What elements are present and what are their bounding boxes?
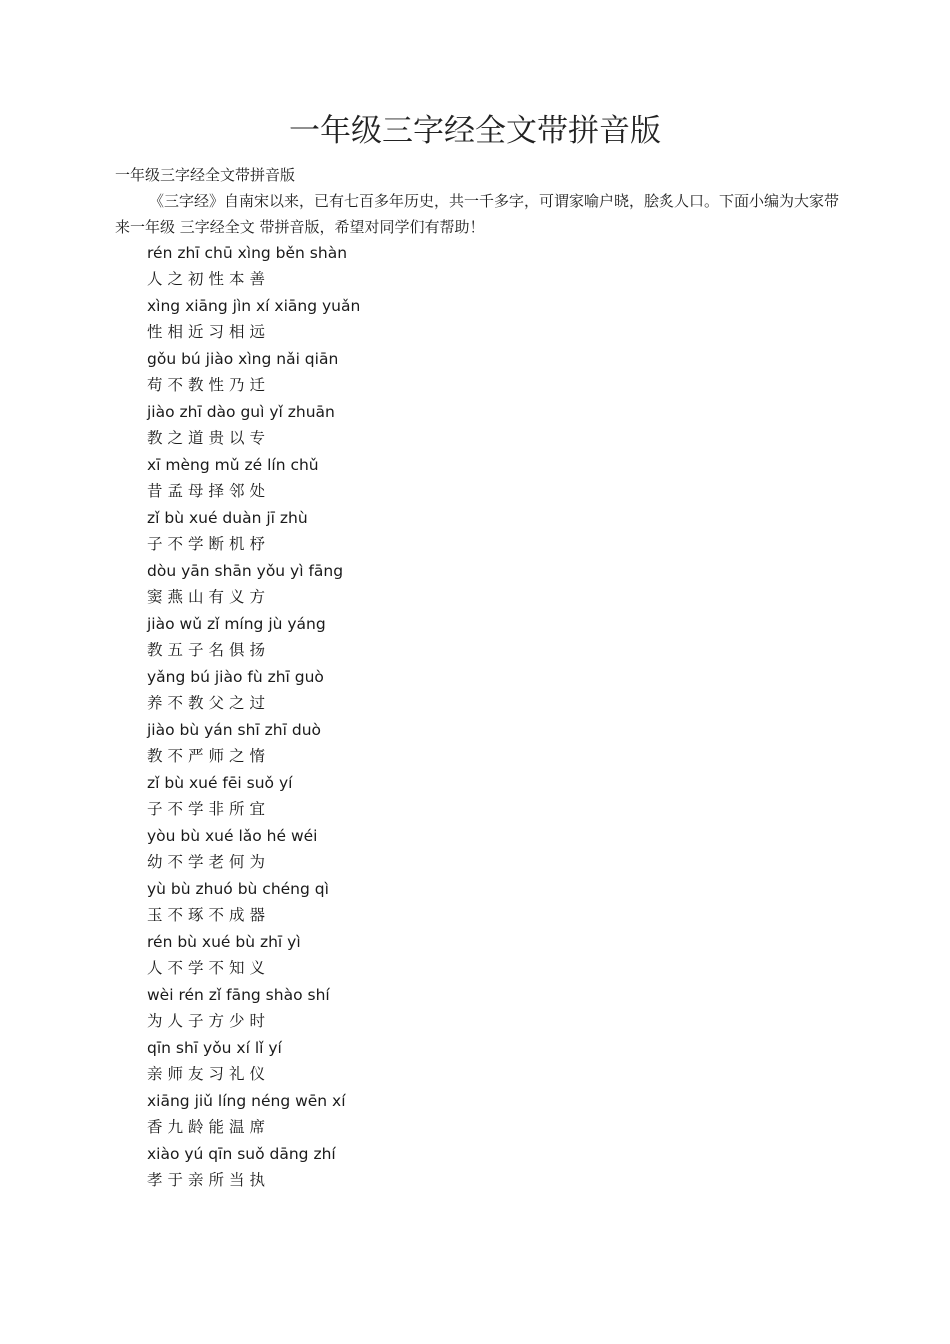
verse-pinyin: jiào bù yán shī zhī duò [147,721,322,739]
verse-hanzi: 人不学不知义 [147,959,271,977]
verse-hanzi: 教不严师之惰 [147,747,271,765]
verse-pinyin: yù bù zhuó bù chéng qì [147,880,329,898]
verse-item [147,1035,845,1088]
verse-pinyin: zǐ bù xué fēi suǒ yí [147,774,293,792]
verse-item [147,399,845,452]
verse-item [147,664,845,717]
verse-pinyin: xìng xiāng jìn xí xiāng yuǎn [147,297,361,315]
verse-pinyin: yǎng bú jiào fù zhī guò [147,668,324,686]
verse-pinyin: jiào zhī dào guì yǐ zhuān [147,403,335,421]
verse-item [147,770,845,823]
verse-hanzi: 为人子方少时 [147,1012,271,1030]
verse-item [147,929,845,982]
verse-pinyin: jiào wǔ zǐ míng jù yáng [147,615,326,633]
verse-hanzi: 子不学非所宜 [147,800,271,818]
verse-item [147,558,845,611]
verse-hanzi: 香九龄能温席 [147,1118,271,1136]
intro-paragraph: 《三字经》自南宋以来，已有七百多年历史，共一千多字，可谓家喻户晓，脍炙人口。下面小编为大家带来一年级 三字经全文 带拼音版，希望对同学们有帮助！ [115,192,840,236]
verse-pinyin: xī mèng mǔ zé lín chǔ [147,456,319,474]
verse-pinyin: dòu yān shān yǒu yì fāng [147,562,344,580]
verse-pinyin: qīn shī yǒu xí lǐ yí [147,1039,282,1057]
document-body [115,162,845,1194]
verse-hanzi: 窦燕山有义方 [147,588,271,606]
verse-item [147,452,845,505]
verse-hanzi: 性相近习相远 [147,323,271,341]
verse-hanzi: 教五子名俱扬 [147,641,271,659]
verse-item [147,982,845,1035]
verse-pinyin: wèi rén zǐ fāng shào shí [147,986,330,1004]
verse-hanzi: 孝于亲所当执 [147,1171,271,1189]
verse-hanzi: 人之初性本善 [147,270,271,288]
verse-pinyin: xiào yú qīn suǒ dāng zhí [147,1145,336,1163]
verse-hanzi: 幼不学老何为 [147,853,271,871]
verse-item [147,240,845,293]
verse-item [147,1088,845,1141]
verse-pinyin: zǐ bù xué duàn jī zhù [147,509,308,527]
verse-hanzi: 苟不教性乃迁 [147,376,271,394]
verse-hanzi: 昔孟母择邻处 [147,482,271,500]
document-subtitle: 一年级三字经全文带拼音版 [115,166,296,184]
verse-hanzi: 养不教父之过 [147,694,271,712]
verse-pinyin: gǒu bú jiào xìng nǎi qiān [147,350,339,368]
verse-hanzi: 玉不琢不成器 [147,906,271,924]
verse-pinyin: yòu bù xué lǎo hé wéi [147,827,318,845]
verse-item [147,876,845,929]
verse-item [147,346,845,399]
verse-item [147,717,845,770]
verse-hanzi: 亲师友习礼仪 [147,1065,271,1083]
verse-hanzi: 子不学断机杼 [147,535,271,553]
verse-item [147,293,845,346]
verse-pinyin: rén zhī chū xìng běn shàn [147,244,348,262]
verse-list [115,240,845,1194]
verse-pinyin: rén bù xué bù zhī yì [147,933,301,951]
page-title: 一年级三字经全文带拼音版 [289,112,661,149]
verse-item [147,611,845,664]
verse-item [147,505,845,558]
verse-item [147,823,845,876]
verse-hanzi: 教之道贵以专 [147,429,271,447]
verse-item [147,1141,845,1194]
verse-pinyin: xiāng jiǔ líng néng wēn xí [147,1092,346,1110]
